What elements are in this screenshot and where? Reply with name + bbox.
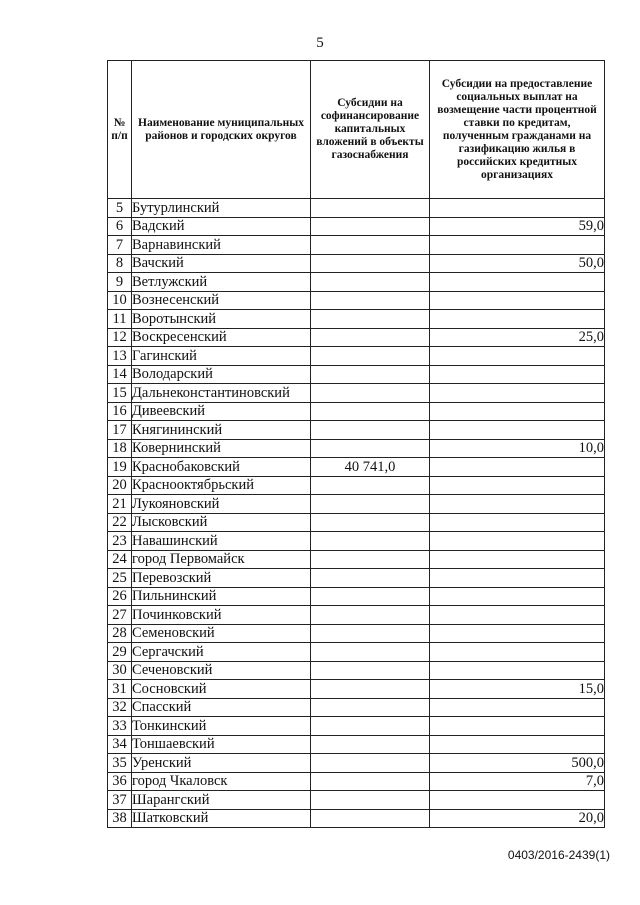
table-row xyxy=(108,439,605,458)
row-social-subsidy xyxy=(430,495,605,514)
row-number: 22 xyxy=(108,513,132,532)
row-name: Варнавинский xyxy=(132,236,311,255)
table-row xyxy=(108,735,605,754)
row-gas-subsidy xyxy=(311,402,430,421)
table-row xyxy=(108,772,605,791)
row-name: Лукояновский xyxy=(132,495,311,514)
table-row xyxy=(108,754,605,773)
row-name: Шатковский xyxy=(132,809,311,828)
row-gas-subsidy xyxy=(311,532,430,551)
row-name: Лысковский xyxy=(132,513,311,532)
header-col1: Субсидии на софинансирование капитальных вложений в объекты газоснабжения xyxy=(311,61,430,199)
table-row xyxy=(108,236,605,255)
row-name: Краснооктябрьский xyxy=(132,476,311,495)
row-social-subsidy: 50,0 xyxy=(430,254,605,273)
row-name: Перевозский xyxy=(132,569,311,588)
row-number: 32 xyxy=(108,698,132,717)
row-social-subsidy: 59,0 xyxy=(430,217,605,236)
table-row xyxy=(108,569,605,588)
table-row xyxy=(108,606,605,625)
row-name: Сеченовский xyxy=(132,661,311,680)
row-number: 28 xyxy=(108,624,132,643)
row-name: Дивеевский xyxy=(132,402,311,421)
row-social-subsidy xyxy=(430,236,605,255)
row-name: Сосновский xyxy=(132,680,311,699)
table-row xyxy=(108,217,605,236)
table-row xyxy=(108,402,605,421)
row-name: Вознесенский xyxy=(132,291,311,310)
row-gas-subsidy: 40 741,0 xyxy=(311,458,430,477)
row-name: город Первомайск xyxy=(132,550,311,569)
row-name: Воскресенский xyxy=(132,328,311,347)
row-gas-subsidy xyxy=(311,643,430,662)
row-social-subsidy xyxy=(430,698,605,717)
row-name: Тонкинский xyxy=(132,717,311,736)
document-code: 0403/2016-2439(1) xyxy=(507,848,610,862)
row-name: Воротынский xyxy=(132,310,311,329)
table-row xyxy=(108,273,605,292)
row-name: Навашинский xyxy=(132,532,311,551)
row-number: 20 xyxy=(108,476,132,495)
row-number: 17 xyxy=(108,421,132,440)
row-number: 29 xyxy=(108,643,132,662)
row-name: Бутурлинский xyxy=(132,199,311,218)
row-gas-subsidy xyxy=(311,791,430,810)
row-name: Гагинский xyxy=(132,347,311,366)
row-social-subsidy: 25,0 xyxy=(430,328,605,347)
row-number: 35 xyxy=(108,754,132,773)
row-gas-subsidy xyxy=(311,421,430,440)
row-social-subsidy xyxy=(430,273,605,292)
table-row xyxy=(108,680,605,699)
table-row xyxy=(108,421,605,440)
row-social-subsidy xyxy=(430,310,605,329)
table-row xyxy=(108,587,605,606)
table-row xyxy=(108,624,605,643)
row-name: Спасский xyxy=(132,698,311,717)
row-number: 26 xyxy=(108,587,132,606)
row-gas-subsidy xyxy=(311,384,430,403)
row-number: 10 xyxy=(108,291,132,310)
row-number: 24 xyxy=(108,550,132,569)
row-number: 27 xyxy=(108,606,132,625)
row-social-subsidy xyxy=(430,347,605,366)
row-gas-subsidy xyxy=(311,809,430,828)
header-num: № п/п xyxy=(108,61,132,199)
row-number: 9 xyxy=(108,273,132,292)
row-number: 15 xyxy=(108,384,132,403)
table-row xyxy=(108,291,605,310)
row-gas-subsidy xyxy=(311,550,430,569)
table-body xyxy=(108,199,605,828)
row-name: Починковский xyxy=(132,606,311,625)
row-number: 19 xyxy=(108,458,132,477)
subsidy-table xyxy=(107,60,605,828)
table-row xyxy=(108,328,605,347)
row-gas-subsidy xyxy=(311,772,430,791)
row-name: Уренский xyxy=(132,754,311,773)
row-gas-subsidy xyxy=(311,717,430,736)
row-gas-subsidy xyxy=(311,495,430,514)
row-social-subsidy xyxy=(430,791,605,810)
row-gas-subsidy xyxy=(311,754,430,773)
table-row xyxy=(108,550,605,569)
row-gas-subsidy xyxy=(311,254,430,273)
row-number: 13 xyxy=(108,347,132,366)
table-row xyxy=(108,513,605,532)
row-name: Ветлужский xyxy=(132,273,311,292)
row-social-subsidy xyxy=(430,643,605,662)
row-gas-subsidy xyxy=(311,606,430,625)
row-name: город Чкаловск xyxy=(132,772,311,791)
row-gas-subsidy xyxy=(311,365,430,384)
row-social-subsidy xyxy=(430,717,605,736)
row-number: 33 xyxy=(108,717,132,736)
table-row xyxy=(108,495,605,514)
row-gas-subsidy xyxy=(311,328,430,347)
row-number: 12 xyxy=(108,328,132,347)
row-social-subsidy: 10,0 xyxy=(430,439,605,458)
table-header-row xyxy=(108,61,605,199)
row-name: Володарский xyxy=(132,365,311,384)
row-number: 34 xyxy=(108,735,132,754)
row-gas-subsidy xyxy=(311,236,430,255)
table-row xyxy=(108,809,605,828)
row-number: 25 xyxy=(108,569,132,588)
table-row xyxy=(108,254,605,273)
table-row xyxy=(108,365,605,384)
header-name: Наименование муниципальных районов и городских округов xyxy=(132,61,311,199)
row-name: Ковернинский xyxy=(132,439,311,458)
row-gas-subsidy xyxy=(311,217,430,236)
table-row xyxy=(108,532,605,551)
row-number: 31 xyxy=(108,680,132,699)
row-social-subsidy xyxy=(430,402,605,421)
page-number: 5 xyxy=(316,35,324,51)
row-number: 23 xyxy=(108,532,132,551)
row-gas-subsidy xyxy=(311,476,430,495)
row-gas-subsidy xyxy=(311,513,430,532)
row-name: Вачский xyxy=(132,254,311,273)
row-social-subsidy xyxy=(430,735,605,754)
row-social-subsidy xyxy=(430,199,605,218)
row-number: 14 xyxy=(108,365,132,384)
table-row xyxy=(108,791,605,810)
table-row xyxy=(108,199,605,218)
row-gas-subsidy xyxy=(311,273,430,292)
row-name: Тоншаевский xyxy=(132,735,311,754)
row-gas-subsidy xyxy=(311,310,430,329)
row-social-subsidy xyxy=(430,458,605,477)
row-name: Краснобаковский xyxy=(132,458,311,477)
row-social-subsidy xyxy=(430,291,605,310)
row-gas-subsidy xyxy=(311,735,430,754)
row-social-subsidy: 7,0 xyxy=(430,772,605,791)
row-number: 37 xyxy=(108,791,132,810)
row-gas-subsidy xyxy=(311,569,430,588)
row-number: 21 xyxy=(108,495,132,514)
header-col2: Субсидии на предоставление социальных выплат на возмещение части процентной ставки по кредитам, полученным гражданами на газификацию жилья в российских кредитных организациях xyxy=(430,61,605,199)
row-social-subsidy xyxy=(430,384,605,403)
table-row xyxy=(108,347,605,366)
row-gas-subsidy xyxy=(311,680,430,699)
table-row xyxy=(108,458,605,477)
row-number: 7 xyxy=(108,236,132,255)
row-number: 36 xyxy=(108,772,132,791)
row-name: Дальнеконстантиновский xyxy=(132,384,311,403)
row-name: Семеновский xyxy=(132,624,311,643)
row-social-subsidy xyxy=(430,624,605,643)
row-number: 18 xyxy=(108,439,132,458)
row-social-subsidy xyxy=(430,550,605,569)
row-gas-subsidy xyxy=(311,439,430,458)
row-gas-subsidy xyxy=(311,199,430,218)
row-name: Шарангский xyxy=(132,791,311,810)
row-social-subsidy xyxy=(430,606,605,625)
table-row xyxy=(108,310,605,329)
table-row xyxy=(108,384,605,403)
row-gas-subsidy xyxy=(311,587,430,606)
row-name: Сергачский xyxy=(132,643,311,662)
row-social-subsidy xyxy=(430,421,605,440)
row-number: 30 xyxy=(108,661,132,680)
row-social-subsidy xyxy=(430,587,605,606)
table-row xyxy=(108,717,605,736)
row-name: Вадский xyxy=(132,217,311,236)
row-gas-subsidy xyxy=(311,698,430,717)
row-social-subsidy xyxy=(430,513,605,532)
row-number: 38 xyxy=(108,809,132,828)
row-social-subsidy xyxy=(430,365,605,384)
table-row xyxy=(108,643,605,662)
row-number: 5 xyxy=(108,199,132,218)
row-number: 16 xyxy=(108,402,132,421)
row-number: 8 xyxy=(108,254,132,273)
row-social-subsidy xyxy=(430,661,605,680)
row-gas-subsidy xyxy=(311,661,430,680)
row-social-subsidy: 500,0 xyxy=(430,754,605,773)
row-social-subsidy: 15,0 xyxy=(430,680,605,699)
row-social-subsidy xyxy=(430,532,605,551)
row-name: Княгининский xyxy=(132,421,311,440)
row-gas-subsidy xyxy=(311,624,430,643)
table-row xyxy=(108,698,605,717)
row-social-subsidy: 20,0 xyxy=(430,809,605,828)
table-row xyxy=(108,661,605,680)
row-gas-subsidy xyxy=(311,291,430,310)
row-gas-subsidy xyxy=(311,347,430,366)
row-social-subsidy xyxy=(430,569,605,588)
row-number: 6 xyxy=(108,217,132,236)
row-name: Пильнинский xyxy=(132,587,311,606)
row-number: 11 xyxy=(108,310,132,329)
row-social-subsidy xyxy=(430,476,605,495)
table-row xyxy=(108,476,605,495)
